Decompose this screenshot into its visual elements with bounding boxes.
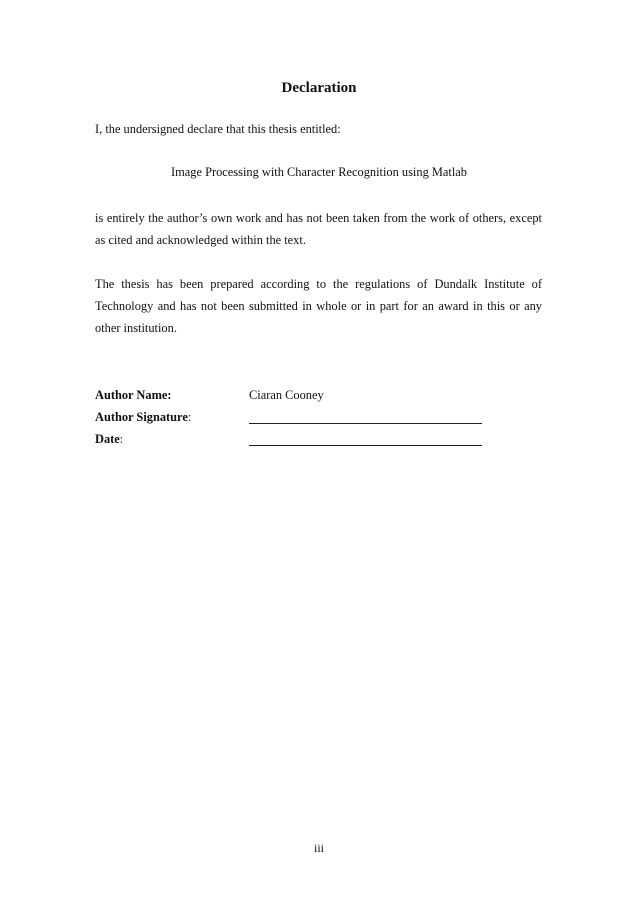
date-label: Date: bbox=[95, 432, 124, 446]
signature-line bbox=[249, 423, 482, 424]
regulations-paragraph: The thesis has been prepared according to the regulations of Dundalk Institute of Technology and has not been submitted in whole or in part for an award in this or any other institution. bbox=[95, 277, 542, 335]
author-name-label: Author Name: bbox=[95, 388, 172, 402]
author-signature-label: Author Signature: bbox=[95, 410, 192, 424]
page-number: iii bbox=[313, 841, 324, 855]
date-line bbox=[249, 445, 482, 446]
author-name-value: Ciaran Cooney bbox=[249, 388, 324, 402]
page-title: Declaration bbox=[281, 80, 357, 96]
originality-paragraph: is entirely the author’s own work and has not been taken from the work of others, except as cited and acknowledged within the text. bbox=[95, 211, 542, 247]
intro-text: I, the undersigned declare that this thesis entitled: bbox=[95, 122, 341, 136]
thesis-title: Image Processing with Character Recognition using Matlab bbox=[171, 165, 467, 179]
